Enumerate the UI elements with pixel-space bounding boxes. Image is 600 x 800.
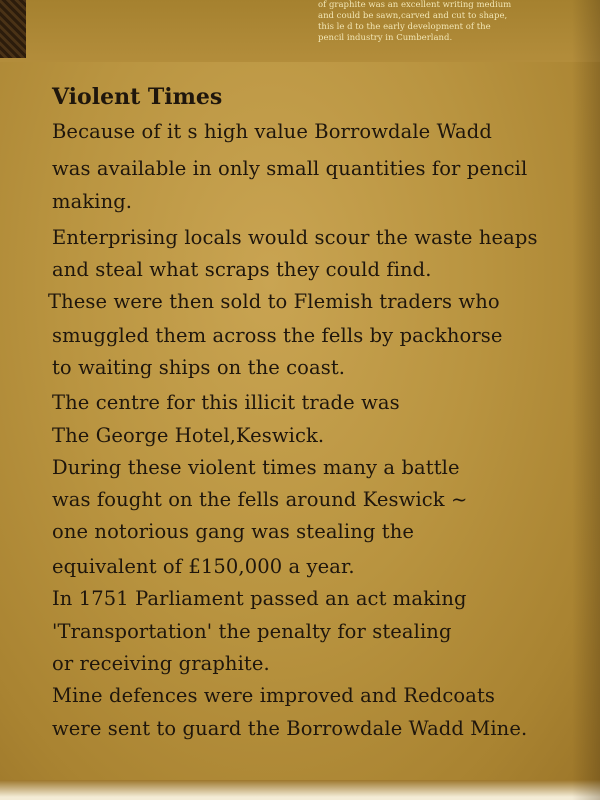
body-line: The George Hotel,Keswick.	[52, 424, 325, 447]
panel-title: Violent Times	[52, 84, 223, 110]
body-line: These were then sold to Flemish traders who	[48, 290, 500, 313]
body-line: making.	[52, 190, 133, 213]
body-line: equivalent of £150,000 a year.	[52, 555, 355, 578]
body-line: was fought on the fells around Keswick ~	[52, 488, 468, 511]
panel-frame-edge	[0, 0, 26, 58]
body-line: Because of it s high value Borrowdale Wadd	[52, 120, 492, 143]
body-line: one notorious gang was stealing the	[52, 520, 415, 543]
body-line: was available in only small quantities for pencil	[52, 157, 528, 180]
body-line: 'Transportation' the penalty for stealing	[52, 620, 452, 643]
body-line: The centre for this illicit trade was	[52, 391, 400, 414]
body-line: were sent to guard the Borrowdale Wadd Mine.	[52, 717, 528, 740]
previous-panel-line: this le d to the early development of the	[318, 22, 491, 32]
previous-panel-line: and could be sawn,carved and cut to shape,	[318, 11, 508, 21]
panel-shadow	[572, 0, 600, 800]
body-line: During these violent times many a battle	[52, 456, 460, 479]
body-line: smuggled them across the fells by packhorse	[52, 324, 503, 347]
previous-panel-text	[318, 0, 558, 44]
body-line: and steal what scraps they could find.	[52, 258, 432, 281]
panel-bottom-edge	[0, 780, 600, 800]
previous-panel-line: of graphite was an excellent writing medium	[318, 0, 512, 10]
previous-panel-line: pencil industry in Cumberland.	[318, 33, 453, 43]
body-line: Enterprising locals would scour the waste heaps	[52, 226, 538, 249]
body-line: to waiting ships on the coast.	[52, 356, 346, 379]
body-line: Mine defences were improved and Redcoats	[52, 684, 496, 707]
body-line: In 1751 Parliament passed an act making	[52, 587, 467, 610]
body-line: or receiving graphite.	[52, 652, 270, 675]
